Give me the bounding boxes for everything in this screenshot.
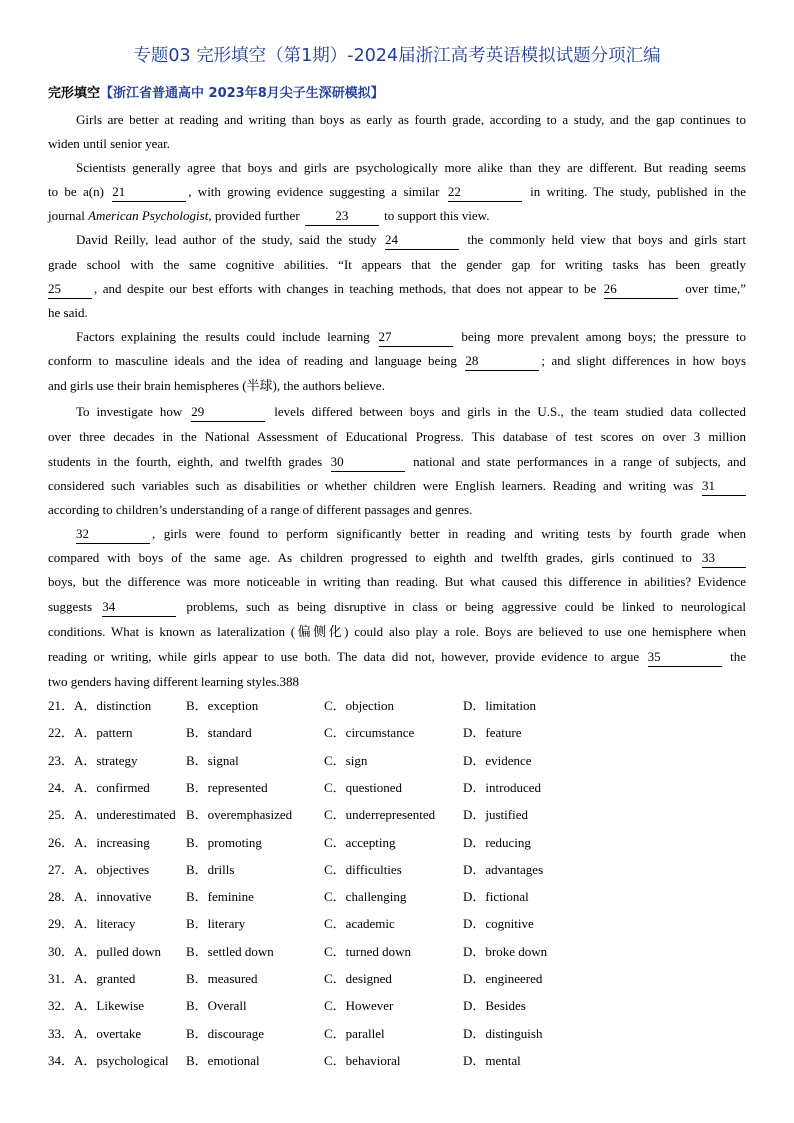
- option-c[interactable]: C．parallel: [324, 1025, 385, 1041]
- option-b[interactable]: B．overemphasized: [186, 807, 293, 823]
- option-b[interactable]: B．represented: [186, 779, 268, 795]
- option-c[interactable]: C．turned down: [324, 943, 412, 959]
- passage-text: , provided further: [208, 208, 300, 223]
- passage-text: over time,”: [685, 281, 747, 296]
- option-b[interactable]: B．measured: [186, 971, 258, 986]
- blank-30[interactable]: 30: [331, 453, 405, 472]
- passage-line: he said.: [48, 305, 88, 320]
- question-number: 29．: [48, 916, 75, 932]
- option-b[interactable]: B．feminine: [186, 889, 254, 905]
- passage-line: [48, 645, 746, 669]
- passage-line: two genders having different learning styles.388: [48, 674, 300, 689]
- option-b[interactable]: B．promoting: [186, 834, 262, 850]
- option-d[interactable]: D．Besides: [463, 998, 526, 1014]
- question-number: 28．: [48, 889, 75, 905]
- passage-line: [48, 277, 746, 301]
- option-a[interactable]: A．pulled down: [74, 943, 162, 959]
- journal-name: American Psychologist: [88, 208, 209, 223]
- blank-29[interactable]: 29: [191, 403, 265, 422]
- option-d[interactable]: D．reducing: [463, 834, 531, 850]
- document-title: 专题03 完形填空（第1期）-2024届浙江高考英语模拟试题分项汇编: [133, 46, 661, 66]
- passage-line: [48, 204, 489, 228]
- question-number: 24．: [48, 779, 75, 795]
- option-c[interactable]: C．However: [324, 998, 394, 1014]
- blank-23[interactable]: 23: [305, 207, 379, 226]
- option-d[interactable]: D．mental: [463, 1052, 521, 1068]
- option-d[interactable]: D．feature: [463, 725, 522, 741]
- question-number: 33．: [48, 1025, 75, 1041]
- option-row: [48, 750, 746, 772]
- option-d[interactable]: D．evidence: [463, 752, 532, 768]
- passage-text: reading or writing, while girls appear to use both. The data did not, however, provide evidence to argue: [48, 649, 640, 664]
- question-number: 25．: [48, 807, 75, 823]
- blank-31[interactable]: 31: [702, 477, 746, 496]
- passage-text: considered such variables such as disabilities or whether children were English learners. Reading and writing was: [48, 478, 694, 493]
- passage-text: students in the fourth, eighth, and twelfth grades: [48, 454, 323, 469]
- option-a[interactable]: A．overtake: [74, 1025, 142, 1041]
- passage-text: national and state performances in a range of subjects, and: [413, 454, 747, 469]
- section-label: 完形填空: [48, 86, 101, 101]
- blank-34[interactable]: 34: [102, 598, 176, 617]
- option-b[interactable]: B．discourage: [186, 1025, 264, 1041]
- passage-text: to support this view.: [384, 208, 490, 223]
- option-d[interactable]: D．distinguish: [463, 1025, 543, 1041]
- option-a[interactable]: A．granted: [74, 971, 136, 986]
- option-c[interactable]: C．difficulties: [324, 861, 402, 877]
- passage-line: Girls are better at reading and writing than boys as early as fourth grade, according to a study, and the gap continues to: [76, 112, 746, 127]
- option-row: [48, 832, 746, 854]
- question-number: 34．: [48, 1052, 75, 1068]
- passage-text: ; and slight differences in how boys: [541, 353, 747, 368]
- blank-28[interactable]: 28: [465, 352, 539, 371]
- option-row: [48, 968, 746, 990]
- passage-text: suggests: [48, 599, 93, 614]
- option-row: [48, 913, 746, 935]
- option-row: [48, 941, 746, 963]
- passage-text: compared with boys of the same age. As children progressed to eighth and twelfth grades, girls continued to: [48, 550, 692, 565]
- passage-line: [76, 228, 746, 252]
- passage-text: to be a(n): [48, 184, 104, 199]
- question-number: 30．: [48, 943, 75, 959]
- question-number: 21．: [48, 698, 75, 713]
- option-b[interactable]: B．signal: [186, 752, 239, 768]
- blank-27[interactable]: 27: [379, 328, 453, 347]
- passage-line: [76, 325, 746, 349]
- passage-text: in writing. The study, published in the: [530, 184, 747, 199]
- option-row: [48, 777, 746, 799]
- option-c[interactable]: C．academic: [324, 916, 395, 932]
- passage-line: Scientists generally agree that boys and girls are psychologically more alike than they are different. But reading seems: [76, 160, 746, 175]
- option-b[interactable]: B．Overall: [186, 998, 247, 1014]
- question-number: 23．: [48, 752, 75, 768]
- option-d[interactable]: D．fictional: [463, 889, 529, 905]
- blank-35[interactable]: 35: [648, 648, 722, 667]
- option-a[interactable]: A．innovative: [74, 889, 152, 905]
- question-number: 26．: [48, 834, 75, 850]
- passage-text: , with growing evidence suggesting a similar: [188, 184, 440, 199]
- option-c[interactable]: C．underrepresented: [324, 807, 436, 823]
- question-number: 22．: [48, 725, 75, 741]
- option-d[interactable]: D．advantages: [463, 861, 544, 877]
- passage-line: [48, 180, 746, 204]
- passage-text: To investigate how: [76, 404, 183, 419]
- option-d[interactable]: D．limitation: [463, 698, 536, 713]
- option-a[interactable]: A．literacy: [74, 916, 136, 932]
- option-b[interactable]: B．emotional: [186, 1052, 260, 1068]
- option-a[interactable]: A．underestimated: [74, 807, 176, 823]
- passage-line: grade school with the same cognitive abilities. “It appears that the gender gap for writing tasks has been greatly: [48, 257, 746, 272]
- passage-text: being more prevalent among boys; the pressure to: [461, 329, 747, 344]
- option-c[interactable]: C．challenging: [324, 889, 407, 905]
- option-b[interactable]: B．standard: [186, 725, 252, 741]
- blank-22[interactable]: 22: [448, 183, 522, 202]
- option-row: [48, 722, 746, 744]
- blank-21[interactable]: 21: [112, 183, 186, 202]
- option-row: [48, 804, 746, 826]
- option-a[interactable]: A．distinction: [74, 698, 152, 713]
- option-b[interactable]: B．drills: [186, 861, 235, 877]
- question-number: 31．: [48, 971, 75, 986]
- option-c[interactable]: C．questioned: [324, 779, 402, 795]
- option-c[interactable]: C．designed: [324, 971, 392, 986]
- option-a[interactable]: A．confirmed: [74, 779, 150, 795]
- passage-line: boys, but the difference was more noticeable in writing than reading. But what caused this difference in abilities? Evidence: [48, 574, 746, 589]
- option-d[interactable]: D．cognitive: [463, 916, 534, 932]
- passage-line: [48, 595, 746, 619]
- passage-line: [48, 474, 746, 498]
- section-heading: [48, 84, 384, 104]
- option-b[interactable]: B．literary: [186, 916, 246, 932]
- passage-text: the: [730, 649, 746, 664]
- passage-line: [48, 349, 746, 373]
- option-b[interactable]: B．settled down: [186, 943, 274, 959]
- option-row: [48, 886, 746, 908]
- option-a[interactable]: A．psychological: [74, 1052, 169, 1068]
- option-d[interactable]: D．introduced: [463, 779, 541, 795]
- option-a[interactable]: A．objectives: [74, 861, 150, 877]
- passage-line: over three decades in the National Assessment of Educational Progress. This database of test scores on over 3 million: [48, 429, 746, 444]
- blank-26[interactable]: 26: [604, 280, 678, 299]
- option-b[interactable]: B．exception: [186, 698, 259, 713]
- blank-33[interactable]: 33: [702, 549, 746, 568]
- option-row: [48, 1023, 746, 1045]
- option-a[interactable]: A．pattern: [74, 725, 133, 741]
- option-a[interactable]: A．Likewise: [74, 998, 145, 1014]
- question-number: 32．: [48, 998, 75, 1014]
- blank-32[interactable]: 32: [76, 525, 150, 544]
- option-d[interactable]: D．engineered: [463, 971, 543, 986]
- passage-text: David Reilly, lead author of the study, said the study: [76, 232, 377, 247]
- blank-24[interactable]: 24: [385, 231, 459, 250]
- passage-line: widen until senior year.: [48, 136, 171, 151]
- passage-text: journal: [48, 208, 85, 223]
- option-row: [48, 1050, 746, 1072]
- passage-line: and girls use their brain hemispheres (半球), the authors believe.: [48, 378, 385, 393]
- option-c[interactable]: C．circumstance: [324, 725, 415, 741]
- option-a[interactable]: A．strategy: [74, 752, 138, 768]
- passage-line: conditions. What is known as lateralization (偏侧化) could also play a role. Boys are believed to use one hemisphere when: [48, 624, 746, 639]
- passage-text: Factors explaining the results could include learning: [76, 329, 370, 344]
- option-c[interactable]: C．accepting: [324, 834, 396, 850]
- option-c[interactable]: C．objection: [324, 698, 395, 713]
- passage-text: problems, such as being disruptive in class or being aggressive could be linked to neurological: [186, 599, 747, 614]
- passage-text: levels differed between boys and girls in the U.S., the team studied data collected: [274, 404, 747, 419]
- question-number: 27．: [48, 861, 75, 877]
- option-row: [48, 995, 746, 1017]
- passage-line: [76, 522, 746, 546]
- option-row: [48, 859, 746, 881]
- passage-text: , girls were found to perform significantly better in reading and writing tests by fourth grade when: [152, 526, 746, 541]
- blank-25[interactable]: 25: [48, 280, 92, 299]
- passage-text: , and despite our best efforts with changes in teaching methods, that does not appear to be: [94, 281, 597, 296]
- passage-line: [76, 400, 746, 424]
- section-source: 【浙江省普通高中 2023年8月尖子生深研模拟】: [100, 86, 384, 101]
- option-c[interactable]: C．sign: [324, 752, 368, 768]
- option-a[interactable]: A．increasing: [74, 834, 150, 850]
- passage-line: [48, 450, 746, 474]
- passage-text: the commonly held view that boys and girls start: [467, 232, 746, 247]
- passage-text: conform to masculine ideals and the idea of reading and language being: [48, 353, 457, 368]
- passage-line: [48, 546, 746, 570]
- option-d[interactable]: D．broke down: [463, 943, 548, 959]
- option-d[interactable]: D．justified: [463, 807, 528, 823]
- option-c[interactable]: C．behavioral: [324, 1052, 401, 1068]
- passage-line: according to children’s understanding of a range of different passages and genres.: [48, 502, 473, 517]
- option-row: [48, 695, 746, 717]
